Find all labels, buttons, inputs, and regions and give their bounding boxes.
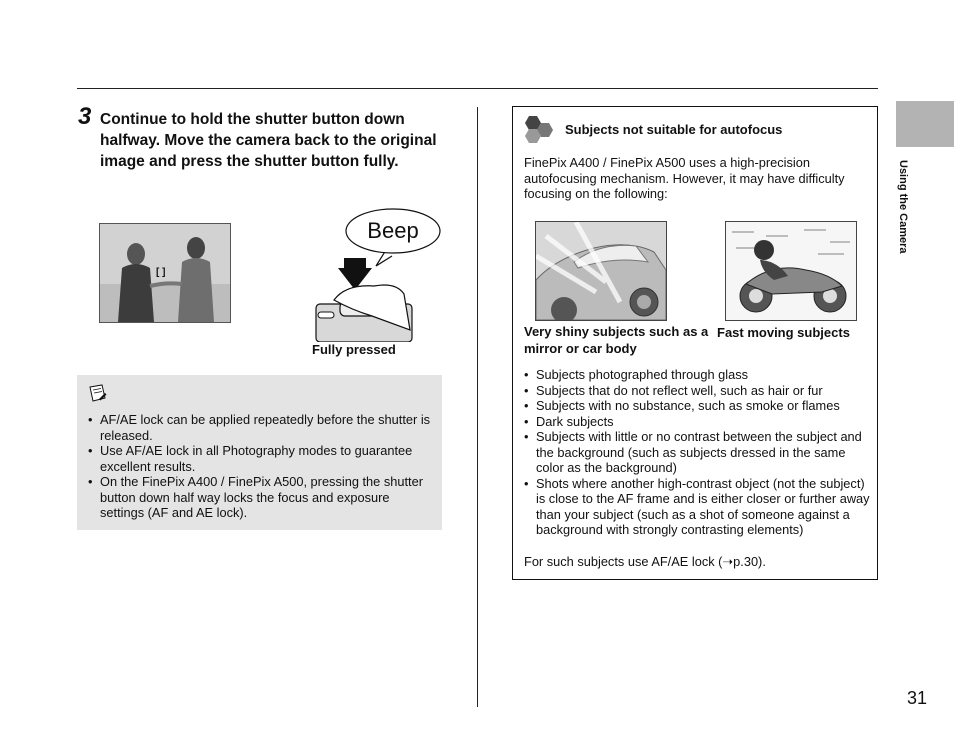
- note-list: [88, 412, 433, 521]
- beep-bubble-text: Beep: [367, 218, 419, 243]
- section-tab: [896, 101, 954, 147]
- autofocus-box-title: Subjects not suitable for autofocus: [565, 122, 783, 137]
- fully-pressed-caption: Fully pressed: [312, 342, 396, 357]
- memo-icon: [88, 383, 108, 408]
- af-lock-reference: For such subjects use AF/AE lock (➝p.30).: [524, 554, 766, 569]
- top-rule: [77, 88, 878, 89]
- unsuitable-subjects-list: [524, 367, 870, 538]
- motorcycle-image: [725, 221, 857, 321]
- section-label: Using the Camera: [897, 160, 909, 254]
- step-number: 3: [78, 103, 92, 130]
- two-women-photo: [100, 224, 230, 322]
- list-item: • Dark subjects: [524, 414, 870, 430]
- example-photo: [99, 223, 231, 323]
- list-item: • Subjects with little or no contrast between the subject and the background (such as subjects dressed in the same color as the background): [524, 429, 870, 476]
- note-item: • AF/AE lock can be applied repeatedly before the shutter is released.: [88, 412, 433, 443]
- column-divider: [477, 107, 478, 707]
- list-item: • Subjects that do not reflect well, such as hair or fur: [524, 383, 870, 399]
- list-item: • Subjects with no substance, such as smoke or flames: [524, 398, 870, 414]
- shutter-press-graphic: [312, 206, 442, 342]
- autofocus-intro: FinePix A400 / FinePix A500 uses a high-precision autofocusing mechanism. However, it may have difficulty focusing on the following:: [524, 155, 845, 201]
- shiny-car-image: [535, 221, 667, 321]
- list-item: • Shots where another high-contrast object (not the subject) is close to the AF frame and is either closer or further away than your subject (such as a shot of someone against a background with strongly contrasting elements): [524, 476, 870, 538]
- shutter-illustration: [312, 206, 442, 342]
- note-item: • Use AF/AE lock in all Photography modes to guarantee excellent results.: [88, 443, 433, 474]
- fast-subjects-caption: Fast moving subjects: [717, 325, 850, 340]
- af-frame-mark: [ ]: [156, 267, 166, 278]
- step-instruction: Continue to hold the shutter button down halfway. Move the camera back to the original image and press the shutter button fully.: [100, 111, 437, 170]
- hexagon-cluster-icon: [523, 115, 559, 148]
- list-item: • Subjects photographed through glass: [524, 367, 870, 383]
- shiny-subjects-caption: Very shiny subjects such as a mirror or car body: [524, 324, 709, 356]
- note-item: • On the FinePix A400 / FinePix A500, pressing the shutter button down half way locks the focus and exposure settings (AF and AE lock).: [88, 474, 433, 521]
- page-number: 31: [907, 688, 928, 708]
